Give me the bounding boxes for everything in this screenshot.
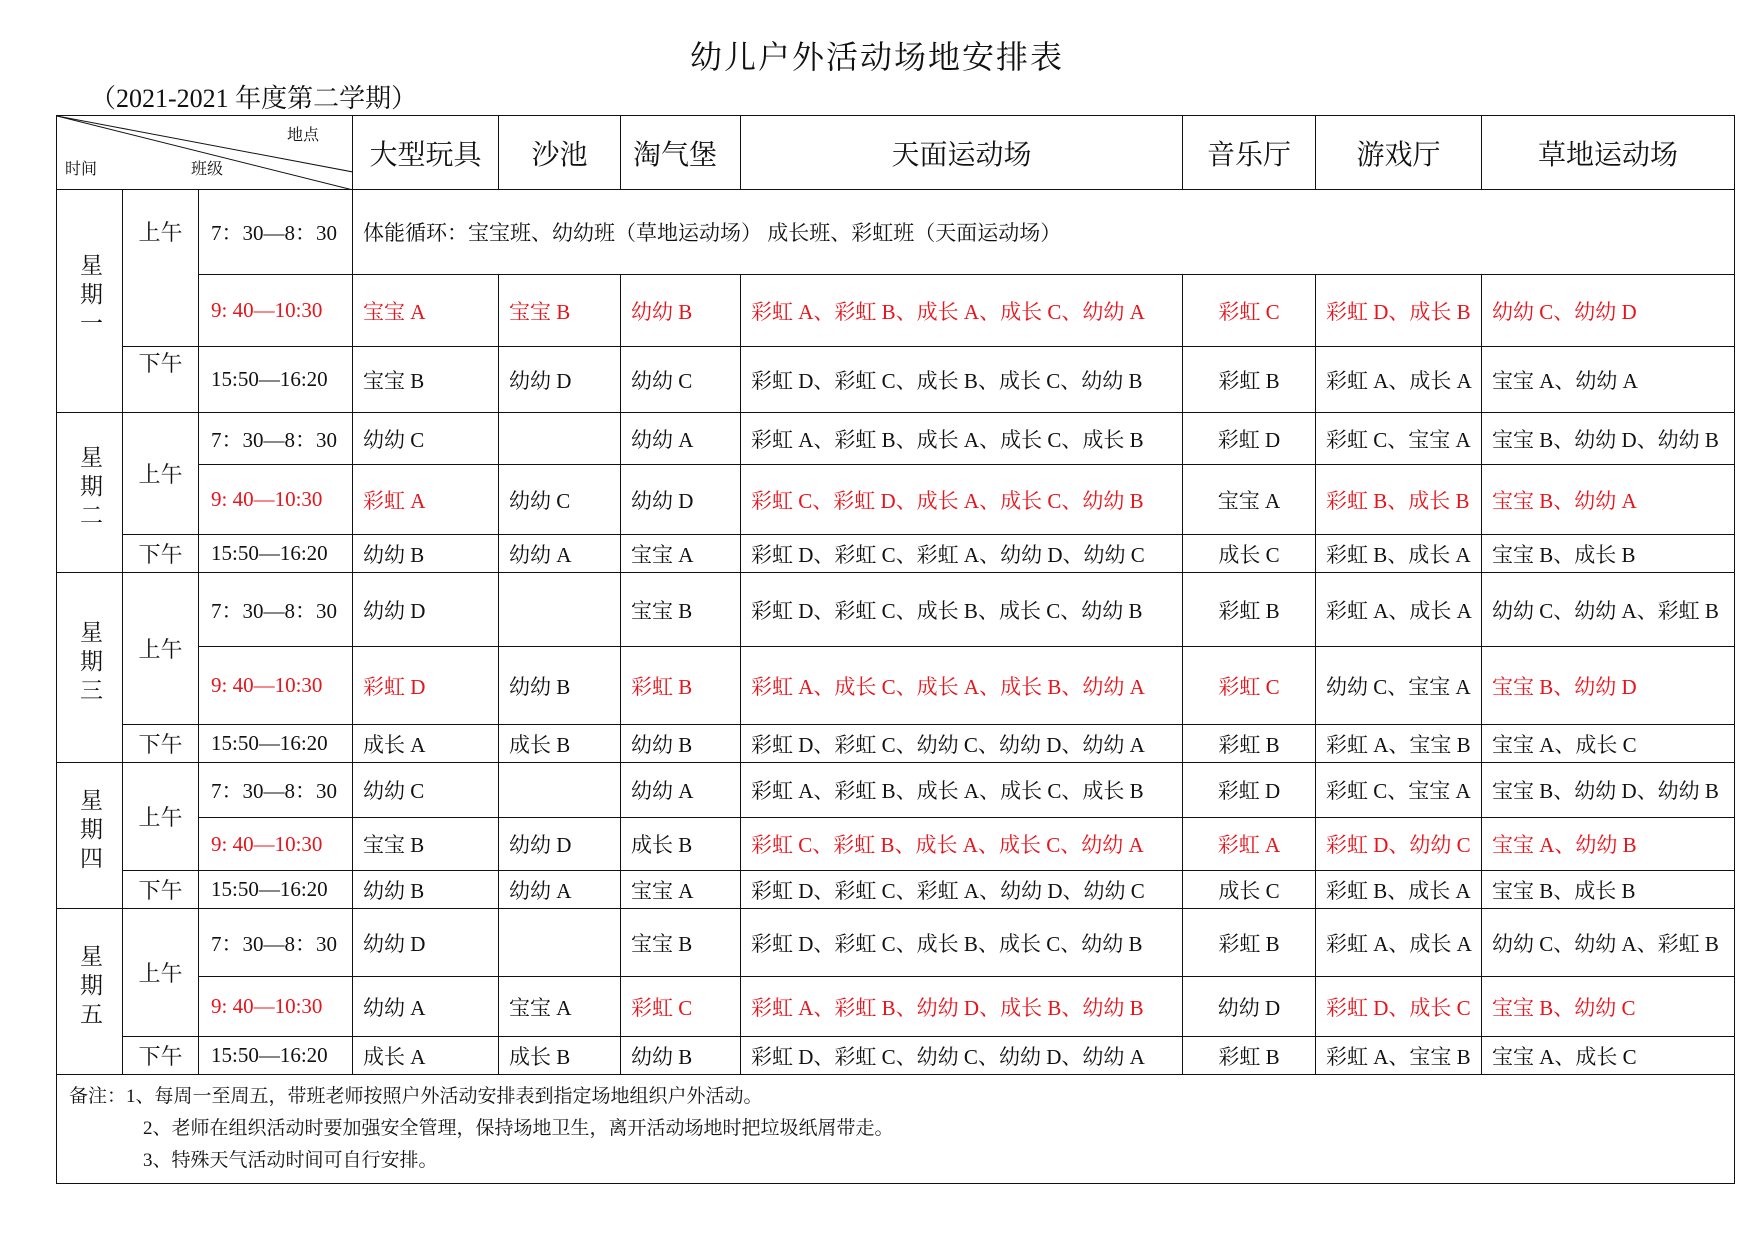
table-row: [57, 871, 1735, 909]
table-cell: 彩虹 A、成长 A: [1316, 573, 1482, 647]
period-am: 上午: [123, 413, 199, 535]
page-subtitle: （2021-2021 年度第二学期）: [90, 84, 418, 113]
table-cell: 彩虹 B: [1183, 909, 1316, 977]
time-slot: 7：30—8：30: [199, 413, 353, 465]
notes-row: [57, 1075, 1735, 1184]
table-row: [57, 190, 1735, 275]
table-cell: 宝宝 A: [621, 535, 741, 573]
table-cell: 彩虹 A、彩虹 B、成长 A、成长 C、成长 B: [741, 413, 1183, 465]
table-cell: 彩虹 C: [1183, 275, 1316, 347]
table-cell: 彩虹 D、彩虹 C、幼幼 C、幼幼 D、幼幼 A: [741, 725, 1183, 763]
table-cell: 幼幼 A: [353, 977, 499, 1037]
corner-venue-label: 地点: [287, 127, 320, 144]
table-row: [57, 818, 1735, 871]
period-pm: 下午: [123, 347, 199, 413]
table-cell: 幼幼 A: [499, 535, 621, 573]
table-cell: 宝宝 B、成长 B: [1482, 871, 1735, 909]
table-cell: 宝宝 A、幼幼 A: [1482, 347, 1735, 413]
table-cell: 宝宝 B: [621, 573, 741, 647]
table-cell: 幼幼 C: [499, 465, 621, 535]
time-slot: 15:50—16:20: [199, 535, 353, 573]
venue-header: 草地运动场: [1482, 116, 1735, 190]
table-cell: 彩虹 B、成长 B: [1316, 465, 1482, 535]
time-slot: 9: 40—10:30: [199, 818, 353, 871]
period-pm: 下午: [123, 535, 199, 573]
table-cell: 彩虹 D、彩虹 C、成长 B、成长 C、幼幼 B: [741, 909, 1183, 977]
table-cell: 幼幼 C、宝宝 A: [1316, 647, 1482, 725]
period-pm: 下午: [123, 871, 199, 909]
table-row: [57, 909, 1735, 977]
table-cell: 幼幼 C、幼幼 A、彩虹 B: [1482, 573, 1735, 647]
table-cell: 彩虹 D、成长 C: [1316, 977, 1482, 1037]
table-cell: 幼幼 A: [621, 763, 741, 818]
table-cell: 彩虹 A、彩虹 B、成长 A、成长 C、成长 B: [741, 763, 1183, 818]
table-cell: 彩虹 C、宝宝 A: [1316, 763, 1482, 818]
table-cell: 彩虹 D、幼幼 C: [1316, 818, 1482, 871]
venue-header: 音乐厅: [1183, 116, 1316, 190]
table-cell: 宝宝 A: [1183, 465, 1316, 535]
table-cell: 宝宝 B、成长 B: [1482, 535, 1735, 573]
table-cell: [499, 413, 621, 465]
table-cell: 幼幼 C: [353, 413, 499, 465]
venue-header: 天面运动场: [741, 116, 1183, 190]
table-cell: 彩虹 C、彩虹 B、成长 A、成长 C、幼幼 A: [741, 818, 1183, 871]
time-slot: 7：30—8：30: [199, 763, 353, 818]
day-label: 星期一: [57, 190, 123, 413]
table-cell: 幼幼 B: [621, 275, 741, 347]
table-cell: 成长 B: [499, 725, 621, 763]
table-cell: 彩虹 C: [1183, 647, 1316, 725]
time-slot: 9: 40—10:30: [199, 977, 353, 1037]
table-row: [57, 275, 1735, 347]
time-slot: 15:50—16:20: [199, 347, 353, 413]
table-cell: 彩虹 B: [1183, 347, 1316, 413]
table-cell: 彩虹 A、成长 A: [1316, 347, 1482, 413]
table-cell: 幼幼 B: [353, 535, 499, 573]
table-cell: 彩虹 A、彩虹 B、成长 A、成长 C、幼幼 A: [741, 275, 1183, 347]
time-slot: 15:50—16:20: [199, 871, 353, 909]
period-am: 上午: [123, 573, 199, 725]
table-cell: 宝宝 B、幼幼 D、幼幼 B: [1482, 763, 1735, 818]
table-cell: 彩虹 C: [621, 977, 741, 1037]
table-cell: 彩虹 D、彩虹 C、成长 B、成长 C、幼幼 B: [741, 347, 1183, 413]
table-row: [57, 725, 1735, 763]
table-cell: 成长 B: [621, 818, 741, 871]
time-slot: 9: 40—10:30: [199, 465, 353, 535]
schedule-table: [56, 115, 1735, 1184]
table-row: [57, 413, 1735, 465]
period-am: 上午: [123, 190, 199, 347]
note-line: 2、老师在组织活动时要加强安全管理，保持场地卫生，离开活动场地时把垃圾纸屑带走。: [143, 1118, 894, 1139]
time-slot: 15:50—16:20: [199, 1037, 353, 1075]
time-slot: 9: 40—10:30: [199, 275, 353, 347]
time-slot: 15:50—16:20: [199, 725, 353, 763]
table-cell: 彩虹 A、宝宝 B: [1316, 725, 1482, 763]
table-cell: 彩虹 A、成长 A: [1316, 909, 1482, 977]
table-cell: 幼幼 D: [353, 573, 499, 647]
table-cell: 幼幼 A: [499, 871, 621, 909]
table-cell: 宝宝 B: [499, 275, 621, 347]
corner-header: [57, 116, 353, 190]
header-row: [57, 116, 1735, 190]
time-slot: 7：30—8：30: [199, 190, 353, 275]
period-am: 上午: [123, 763, 199, 871]
table-cell: 宝宝 B: [353, 818, 499, 871]
table-cell: 宝宝 A: [353, 275, 499, 347]
table-cell: 彩虹 C、宝宝 A: [1316, 413, 1482, 465]
table-cell: 彩虹 B、成长 A: [1316, 535, 1482, 573]
day-label: 星期三: [57, 573, 123, 763]
table-cell: 幼幼 D: [1183, 977, 1316, 1037]
table-cell: 宝宝 A: [621, 871, 741, 909]
table-cell: 彩虹 B: [621, 647, 741, 725]
table-cell: 彩虹 D: [353, 647, 499, 725]
table-cell: 幼幼 D: [499, 818, 621, 871]
table-cell: 幼幼 B: [621, 1037, 741, 1075]
day-label: 星期二: [57, 413, 123, 573]
table-cell: 幼幼 B: [621, 725, 741, 763]
day-label: 星期五: [57, 909, 123, 1075]
note-line: 3、特殊天气活动时间可自行安排。: [143, 1150, 438, 1171]
table-cell: 彩虹 D: [1183, 413, 1316, 465]
venue-header: 淘气堡: [621, 116, 741, 190]
venue-header: 游戏厅: [1316, 116, 1482, 190]
table-cell: 彩虹 A、宝宝 B: [1316, 1037, 1482, 1075]
table-cell: 宝宝 B: [353, 347, 499, 413]
table-row: [57, 977, 1735, 1037]
table-cell: 宝宝 B: [621, 909, 741, 977]
table-cell: 幼幼 D: [353, 909, 499, 977]
table-cell: 宝宝 B、幼幼 C: [1482, 977, 1735, 1037]
table-cell: 彩虹 B: [1183, 1037, 1316, 1075]
table-cell: 彩虹 D: [1183, 763, 1316, 818]
time-slot: 9: 40—10:30: [199, 647, 353, 725]
table-cell: 彩虹 A、彩虹 B、幼幼 D、成长 B、幼幼 B: [741, 977, 1183, 1037]
table-row: [57, 1037, 1735, 1075]
corner-class-label: 班级: [191, 161, 224, 178]
table-cell: 幼幼 D: [499, 347, 621, 413]
table-row: [57, 573, 1735, 647]
table-cell: 宝宝 A、幼幼 B: [1482, 818, 1735, 871]
table-cell: 成长 B: [499, 1037, 621, 1075]
table-cell: 幼幼 C、幼幼 D: [1482, 275, 1735, 347]
table-cell: 成长 C: [1183, 535, 1316, 573]
table-cell: 宝宝 B、幼幼 A: [1482, 465, 1735, 535]
period-pm: 下午: [123, 1037, 199, 1075]
table-cell: [499, 763, 621, 818]
table-row: [57, 535, 1735, 573]
table-cell: 宝宝 A: [499, 977, 621, 1037]
table-row: [57, 347, 1735, 413]
period-pm: 下午: [123, 725, 199, 763]
table-cell: 彩虹 D、彩虹 C、幼幼 C、幼幼 D、幼幼 A: [741, 1037, 1183, 1075]
table-cell: 宝宝 A、成长 C: [1482, 725, 1735, 763]
table-cell: 彩虹 D、彩虹 C、彩虹 A、幼幼 D、幼幼 C: [741, 871, 1183, 909]
fitness-note: 体能循环：宝宝班、幼幼班（草地运动场） 成长班、彩虹班（天面运动场）: [353, 190, 1735, 275]
table-cell: 彩虹 A: [1183, 818, 1316, 871]
table-cell: 彩虹 D、彩虹 C、彩虹 A、幼幼 D、幼幼 C: [741, 535, 1183, 573]
table-cell: 幼幼 D: [621, 465, 741, 535]
table-cell: 幼幼 C: [621, 347, 741, 413]
period-am: 上午: [123, 909, 199, 1037]
table-cell: 宝宝 A、成长 C: [1482, 1037, 1735, 1075]
table-cell: 幼幼 A: [621, 413, 741, 465]
table-cell: 成长 C: [1183, 871, 1316, 909]
day-label: 星期四: [57, 763, 123, 909]
table-cell: 幼幼 C、幼幼 A、彩虹 B: [1482, 909, 1735, 977]
table-cell: 彩虹 B、成长 A: [1316, 871, 1482, 909]
notes-cell: [57, 1075, 1735, 1184]
table-cell: 彩虹 D、彩虹 C、成长 B、成长 C、幼幼 B: [741, 573, 1183, 647]
table-cell: 彩虹 A、成长 C、成长 A、成长 B、幼幼 A: [741, 647, 1183, 725]
table-cell: 彩虹 C、彩虹 D、成长 A、成长 C、幼幼 B: [741, 465, 1183, 535]
table-cell: [499, 573, 621, 647]
venue-header: 沙池: [499, 116, 621, 190]
table-cell: 彩虹 D、成长 B: [1316, 275, 1482, 347]
table-row: [57, 465, 1735, 535]
table-cell: 成长 A: [353, 1037, 499, 1075]
table-cell: 彩虹 B: [1183, 725, 1316, 763]
table-cell: 成长 A: [353, 725, 499, 763]
table-cell: 彩虹 B: [1183, 573, 1316, 647]
page-title: 幼儿户外活动场地安排表: [689, 39, 1064, 75]
note-line: 备注：1、每周一至周五，带班老师按照户外活动安排表到指定场地组织户外活动。: [69, 1086, 763, 1107]
table-cell: 幼幼 C: [353, 763, 499, 818]
corner-time-label: 时间: [65, 161, 98, 178]
table-row: [57, 763, 1735, 818]
table-cell: 宝宝 B、幼幼 D、幼幼 B: [1482, 413, 1735, 465]
table-cell: 幼幼 B: [499, 647, 621, 725]
table-cell: 幼幼 B: [353, 871, 499, 909]
table-cell: 宝宝 B、幼幼 D: [1482, 647, 1735, 725]
time-slot: 7：30—8：30: [199, 573, 353, 647]
venue-header: 大型玩具: [353, 116, 499, 190]
table-cell: [499, 909, 621, 977]
time-slot: 7：30—8：30: [199, 909, 353, 977]
table-cell: 彩虹 A: [353, 465, 499, 535]
table-row: [57, 647, 1735, 725]
